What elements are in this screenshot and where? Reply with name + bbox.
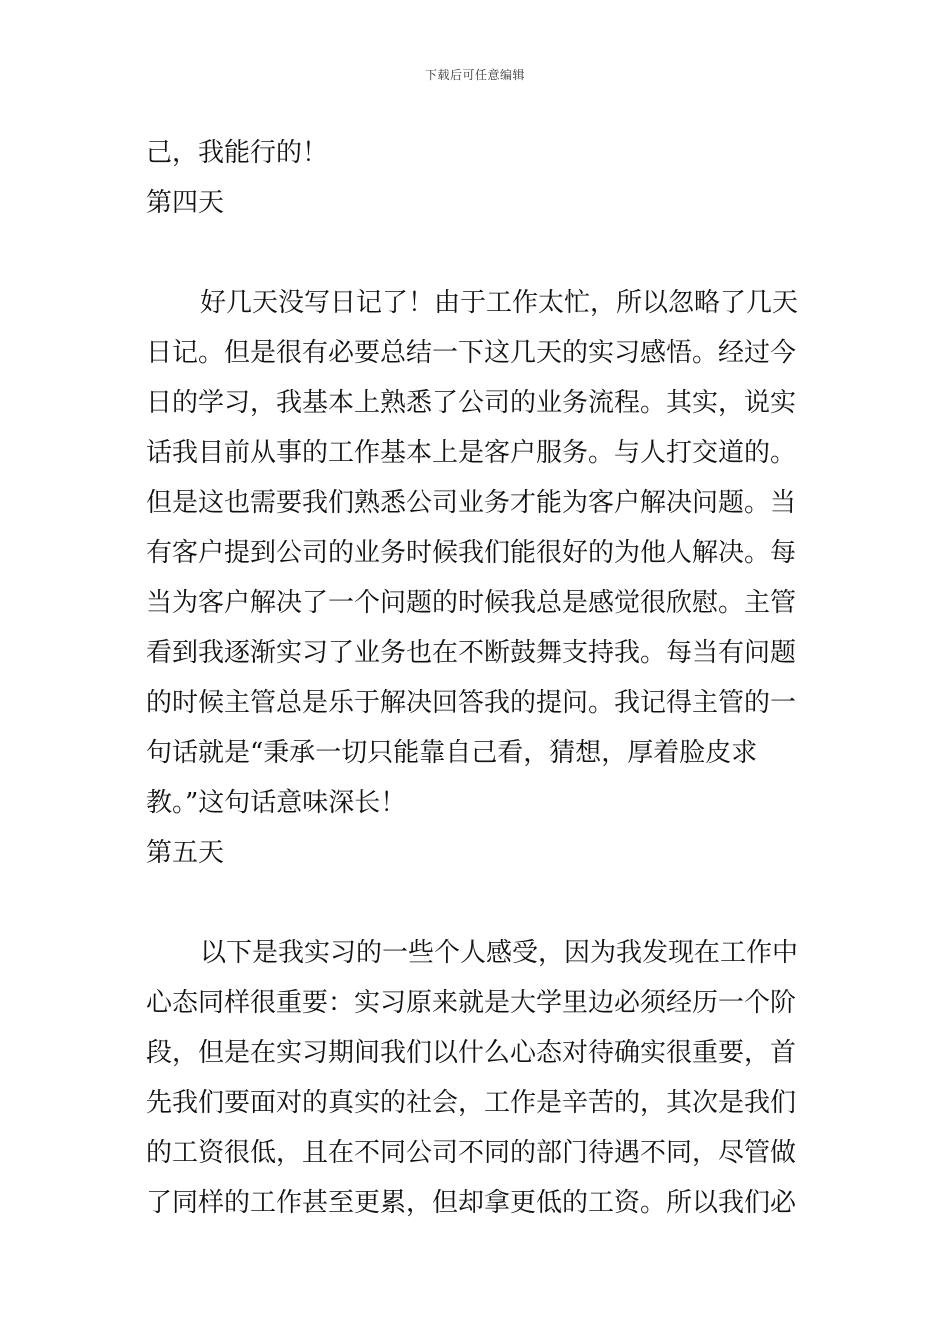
text-line: 的时候主管总是乐于解决回答我的提问。我记得主管的一 [146,688,797,718]
section-heading-day-5: 第五天 [146,838,225,868]
blank-line [146,878,808,928]
text-line: 话我目前从事的工作基本上是客户服务。与人打交道的。 [146,438,797,468]
text-line: 日的学习，我基本上熟悉了公司的业务流程。其实，说实 [146,388,797,418]
section-heading-day-4: 第四天 [146,188,225,218]
text-line: 段，但是在实习期间我们以什么心态对待确实很重要，首 [146,1038,797,1068]
text-line: 但是这也需要我们熟悉公司业务才能为客户解决问题。当 [146,488,797,518]
text-line: 句话就是“秉承一切只能靠自己看，猜想，厚着脸皮求 [146,738,758,768]
text-line: 心态同样很重要：实习原来就是大学里边必须经历一个阶 [146,988,797,1018]
document-body [146,128,808,1228]
text-line: 看到我逐渐实习了业务也在不断鼓舞支持我。每当有问题 [146,638,797,668]
text-line: 日记。但是很有必要总结一下这几天的实习感悟。经过今 [146,338,797,368]
text-line: 的工资很低，且在不同公司不同的部门待遇不同，尽管做 [146,1138,797,1168]
page-header: 下载后可任意编辑 [424,68,525,82]
text-line: 己，我能行的！ [146,138,329,168]
text-line: 教。”这句话意味深长！ [146,788,407,818]
text-line: 有客户提到公司的业务时候我们能很好的为他人解决。每 [146,538,797,568]
paragraph-start: 以下是我实习的一些个人感受，因为我发现在工作中 [200,938,799,968]
blank-line [146,228,808,278]
paragraph-start: 好几天没写日记了！由于工作太忙，所以忽略了几天 [200,288,799,318]
text-line: 先我们要面对的真实的社会，工作是辛苦的，其次是我们 [146,1088,797,1118]
text-line: 了同样的工作甚至更累，但却拿更低的工资。所以我们必 [146,1188,797,1218]
text-line: 当为客户解决了一个问题的时候我总是感觉很欣慰。主管 [146,588,797,618]
